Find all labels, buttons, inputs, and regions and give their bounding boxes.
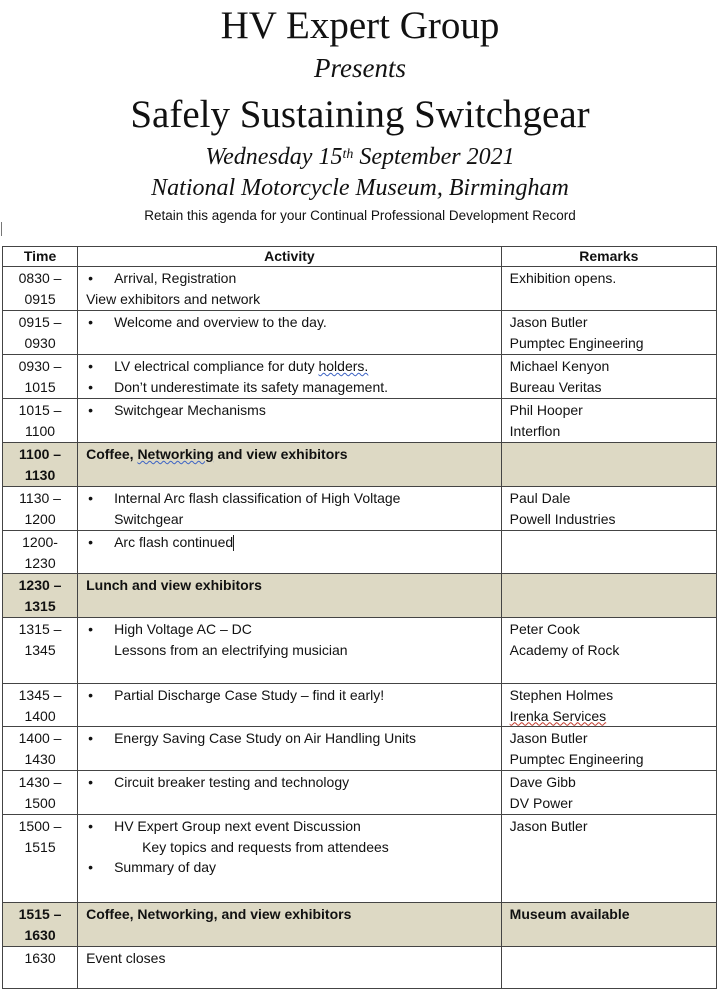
agenda-row	[3, 399, 717, 443]
agenda-row	[3, 815, 717, 903]
retain-note: Retain this agenda for your Continual Professional Development Record	[144, 208, 576, 223]
time-cell: 1315 – 1345	[3, 618, 78, 684]
activity-text: View exhibitors and network	[86, 290, 261, 307]
remarks-cell: Jason Butler Pumptec Engineering	[501, 727, 716, 771]
agenda-row	[3, 531, 717, 574]
activity-bullet: • Arc flash continued	[86, 532, 497, 553]
time-cell: 1430 – 1500	[3, 771, 78, 815]
activity-bullet: • High Voltage AC – DC	[86, 619, 497, 640]
agenda-table	[2, 246, 717, 989]
agenda-row-break	[3, 903, 717, 947]
remarks-cell: Paul Dale Powell Industries	[501, 487, 716, 531]
activity-cell	[78, 355, 502, 399]
activity-text: Event closes	[86, 950, 166, 966]
time-cell: 1515 – 1630	[3, 903, 78, 947]
activity-cell	[78, 903, 502, 947]
activity-continuation: Switchgear	[114, 510, 184, 527]
remarks-cell	[501, 574, 716, 618]
activity-cell	[78, 574, 502, 618]
org-title: HV Expert Group	[220, 4, 500, 47]
date-prefix: Wednesday 15	[205, 144, 343, 170]
agenda-row	[3, 947, 717, 989]
activity-cell	[78, 531, 502, 574]
agenda-row	[3, 267, 717, 311]
activity-cell	[78, 684, 502, 727]
activity-bullet: • Arrival, Registration	[86, 268, 497, 289]
event-title: Safely Sustaining Switchgear	[130, 93, 590, 136]
remarks-cell: Stephen Holmes Irenka Services	[501, 684, 716, 727]
agenda-row-break	[3, 443, 717, 487]
time-cell: 0915 – 0930	[3, 311, 78, 355]
time-cell: 1015 – 1100	[3, 399, 78, 443]
time-cell: 1630	[3, 947, 78, 989]
time-cell: 1230 – 1315	[3, 574, 78, 618]
agenda-row	[3, 771, 717, 815]
activity-cell	[78, 487, 502, 531]
presents-label: Presents	[314, 53, 406, 83]
agenda-row-break	[3, 574, 717, 618]
activity-text: Lunch and view exhibitors	[86, 577, 262, 593]
spellcheck-mark: holders.	[318, 358, 369, 374]
date-suffix-ordinal: th	[342, 147, 354, 162]
agenda-row	[3, 355, 717, 399]
activity-cell	[78, 267, 502, 311]
time-cell: 1345 – 1400	[3, 684, 78, 727]
activity-bullet: • Internal Arc flash classification of High Voltage	[86, 488, 497, 509]
remarks-cell	[501, 947, 716, 989]
col-header-remarks: Remarks	[501, 247, 716, 267]
time-cell: 1400 – 1430	[3, 727, 78, 771]
activity-bullet: • LV electrical compliance for duty holders.	[86, 356, 497, 377]
activity-subitem: Key topics and requests from attendees	[142, 838, 389, 855]
time-cell: 1100 – 1130	[3, 443, 78, 487]
activity-text: Coffee, Networking and view exhibitors	[86, 446, 348, 462]
col-header-activity: Activity	[78, 247, 502, 267]
remarks-cell: Peter Cook Academy of Rock	[501, 618, 716, 684]
event-venue: National Motorcycle Museum, Birmingham	[151, 175, 569, 201]
remarks-cell: Exhibition opens.	[501, 267, 716, 311]
remarks-cell: Phil Hooper Interflon	[501, 399, 716, 443]
remarks-cell	[501, 531, 716, 574]
activity-bullet: • Switchgear Mechanisms	[86, 400, 497, 421]
remarks-cell: Museum available	[501, 903, 716, 947]
header-row	[3, 247, 717, 267]
time-cell: 0830 – 0915	[3, 267, 78, 311]
spellcheck-mark: Irenka Services	[509, 707, 607, 724]
time-cell: 1500 – 1515	[3, 815, 78, 903]
agenda-row	[3, 684, 717, 727]
remarks-cell: Dave Gibb DV Power	[501, 771, 716, 815]
time-cell: 1130 – 1200	[3, 487, 78, 531]
time-cell: 1200- 1230	[3, 531, 78, 574]
activity-cell	[78, 618, 502, 684]
activity-cell	[78, 311, 502, 355]
activity-cell	[78, 443, 502, 487]
activity-bullet: • Circuit breaker testing and technology	[86, 772, 497, 793]
activity-bullet: • Summary of day	[86, 857, 497, 878]
activity-cell	[78, 771, 502, 815]
activity-bullet: • HV Expert Group next event Discussion	[86, 816, 497, 837]
remarks-cell: Jason Butler Pumptec Engineering	[501, 311, 716, 355]
remarks-cell: Jason Butler	[501, 815, 716, 903]
remarks-cell	[501, 443, 716, 487]
activity-bullet: • Partial Discharge Case Study – find it early!	[86, 685, 497, 706]
time-cell: 0930 – 1015	[3, 355, 78, 399]
agenda-row	[3, 727, 717, 771]
col-header-time: Time	[3, 247, 78, 267]
agenda-row	[3, 311, 717, 355]
activity-cell	[78, 727, 502, 771]
activity-cell	[78, 947, 502, 989]
activity-bullet: • Welcome and overview to the day.	[86, 312, 497, 333]
event-date	[0, 142, 720, 172]
text-caret	[233, 535, 234, 551]
activity-text: Coffee, Networking, and view exhibitors	[86, 906, 352, 922]
remarks-cell: Michael Kenyon Bureau Veritas	[501, 355, 716, 399]
activity-cell	[78, 399, 502, 443]
date-rest: September 2021	[353, 144, 515, 170]
agenda-row	[3, 618, 717, 684]
spellcheck-mark: Networking	[137, 446, 214, 462]
activity-continuation: • Don’t underestimate its safety management.	[86, 377, 497, 398]
activity-bullet: • Energy Saving Case Study on Air Handling Units	[86, 728, 497, 749]
activity-continuation: Lessons from an electrifying musician	[114, 641, 348, 658]
text-cursor-mark	[1, 222, 2, 236]
agenda-row	[3, 487, 717, 531]
activity-cell	[78, 815, 502, 903]
